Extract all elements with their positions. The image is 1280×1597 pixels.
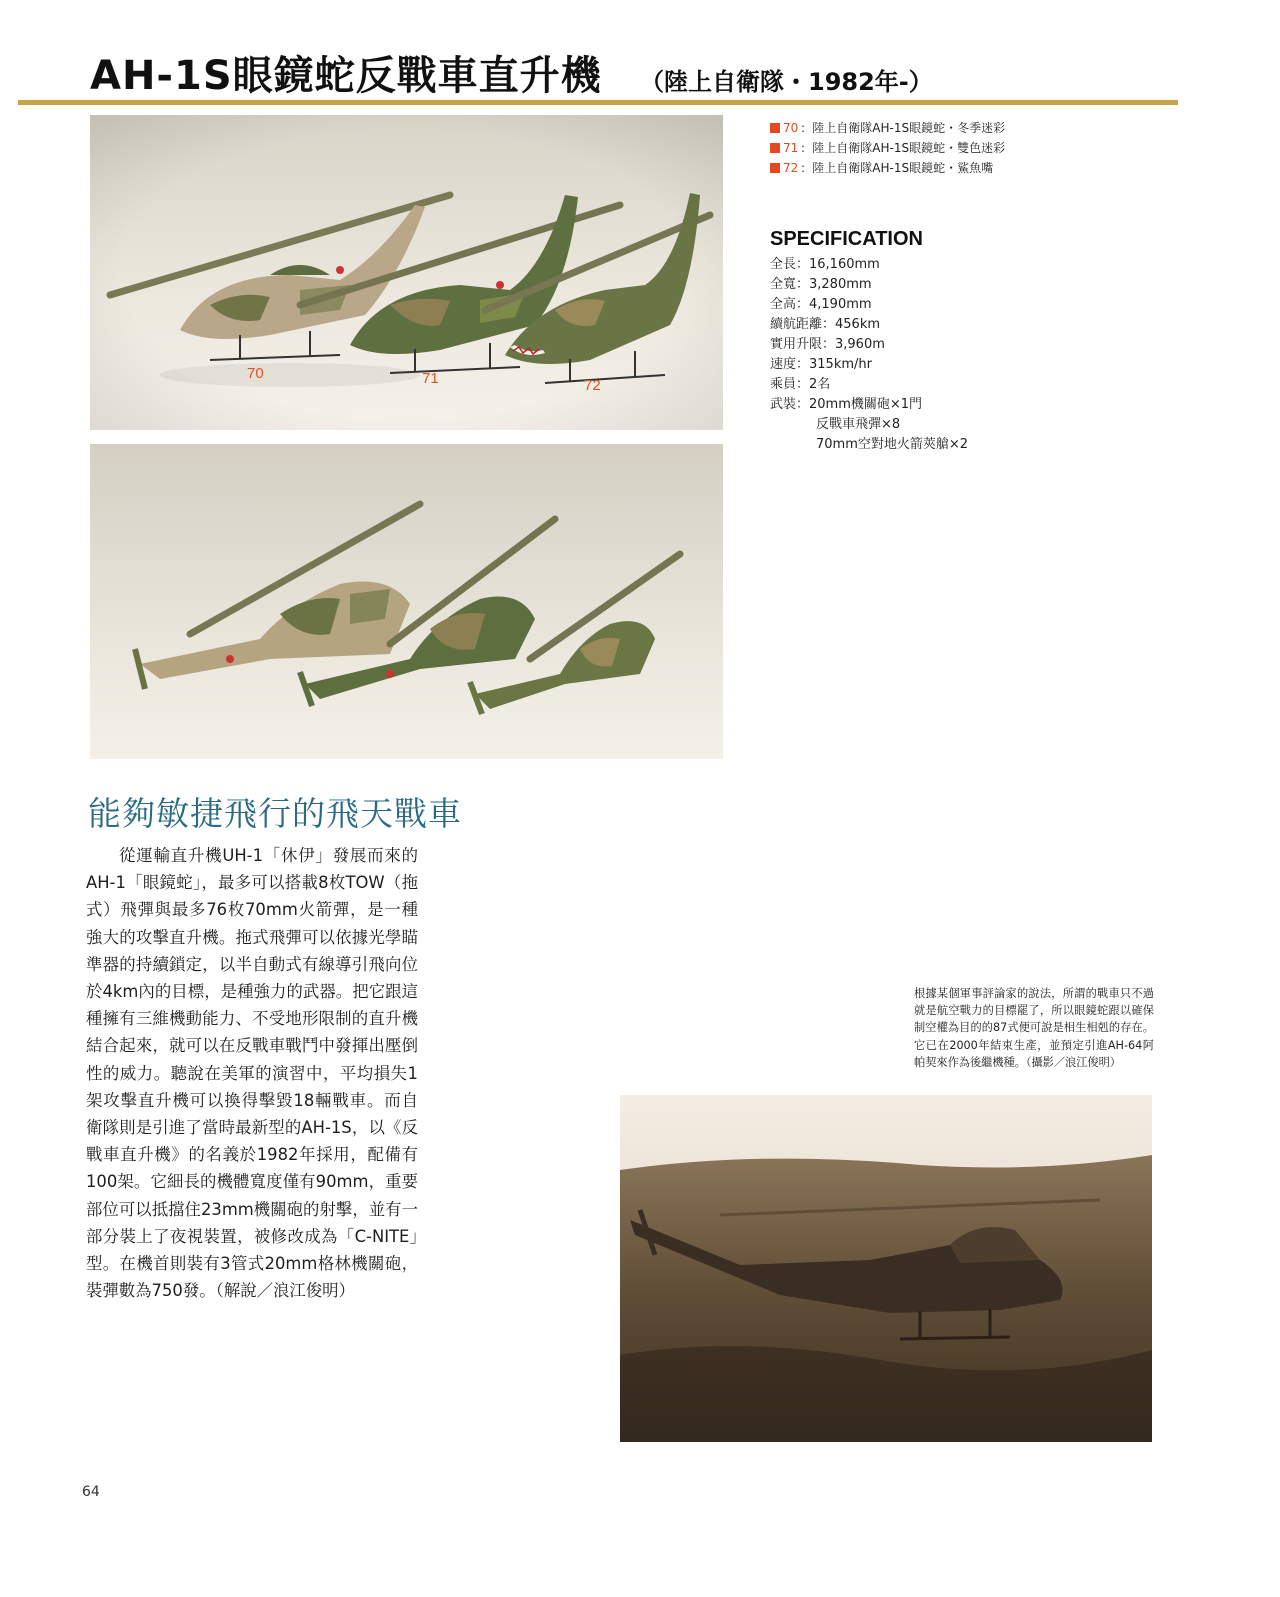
spec-row: 全寬：3,280mm — [770, 277, 872, 292]
page-title: AH-1S眼鏡蛇反戰車直升機 — [90, 53, 602, 99]
legend-text: ：陸上自衛隊AH-1S眼鏡蛇・冬季迷彩 — [800, 121, 1006, 135]
model-legend — [770, 118, 1005, 178]
spec-row-armament: 70mm空對地火箭莢艙×2 — [816, 437, 969, 452]
legend-marker-icon — [770, 123, 780, 133]
article-body: 從運輸直升機UH-1「休伊」發展而來的AH-1「眼鏡蛇」，最多可以搭載8枚TOW（拖式）飛彈與最多76枚70mm火箭彈，是一種強大的攻擊直升機。拖式飛彈可以依據光學瞄準器的持續鎖定，以半自動式有線導引飛向位於4km內的目標，是種強力的武器。把它跟這種擁有三維機動能力、不受地形限制的直升機結合起來，就可以在反戰車戰鬥中發揮出壓倒性的威力。聽說在美軍的演習中，平均損失1架攻擊直升機可以換得擊毀18輛戰車。而自衛隊則是引進了當時最新型的AH-1S，以《反戰車直升機》的名義於1982年採用，配備有100架。它細長的機體寬度僅有90mm，重要部位可以抵擋住23mm機關砲的射擊，並有一部分裝上了夜視裝置，被修改成為「C-NITE」型。在機首則裝有3管式20mm格林機關砲，裝彈數為750發。（解說／浪江俊明） — [86, 846, 418, 1301]
spec-row: 實用升限：3,960m — [770, 337, 885, 352]
legend-item — [770, 158, 1005, 178]
page-subtitle: （陸上自衛隊・1982年-） — [640, 68, 933, 96]
photo-models-rear — [90, 444, 723, 759]
legend-number: 72 — [783, 161, 799, 175]
legend-text: ：陸上自衛隊AH-1S眼鏡蛇・鯊魚嘴 — [800, 161, 994, 175]
spec-row: 全長：16,160mm — [770, 257, 880, 272]
title-rule — [18, 100, 1178, 105]
spec-list — [770, 255, 968, 455]
legend-number: 71 — [783, 141, 799, 155]
article-heading: 能夠敏捷飛行的飛天戰車 — [88, 794, 462, 833]
legend-number: 70 — [783, 121, 799, 135]
legend-item — [770, 118, 1005, 138]
legend-marker-icon — [770, 143, 780, 153]
photo-caption: 根據某個軍事評論家的說法，所謂的戰車只不過就是航空戰力的目標罷了，所以眼鏡蛇跟以確保制空權為目的的87式便可說是相生相剋的存在。它已在2000年結束生產，並預定引進AH-64阿帕契來作為後繼機種。（攝影／浪江俊明） — [914, 987, 1154, 1069]
spec-row: 武裝：20mm機關砲×1門 — [770, 397, 923, 412]
spec-row: 全高：4,190mm — [770, 297, 872, 312]
spec-row: 速度：315km/hr — [770, 357, 872, 372]
spec-title: SPECIFICATION — [770, 228, 923, 250]
page-number: 64 — [82, 1484, 100, 1500]
spec-row: 乘員：2名 — [770, 377, 831, 392]
legend-marker-icon — [770, 163, 780, 173]
legend-item — [770, 138, 1005, 158]
spec-row: 續航距離：456km — [770, 317, 881, 332]
spec-row-armament: 反戰車飛彈×8 — [816, 417, 901, 432]
photo-field-sepia — [620, 1095, 1152, 1442]
legend-text: ：陸上自衛隊AH-1S眼鏡蛇・雙色迷彩 — [800, 141, 1006, 155]
photo-models-side — [90, 115, 723, 430]
